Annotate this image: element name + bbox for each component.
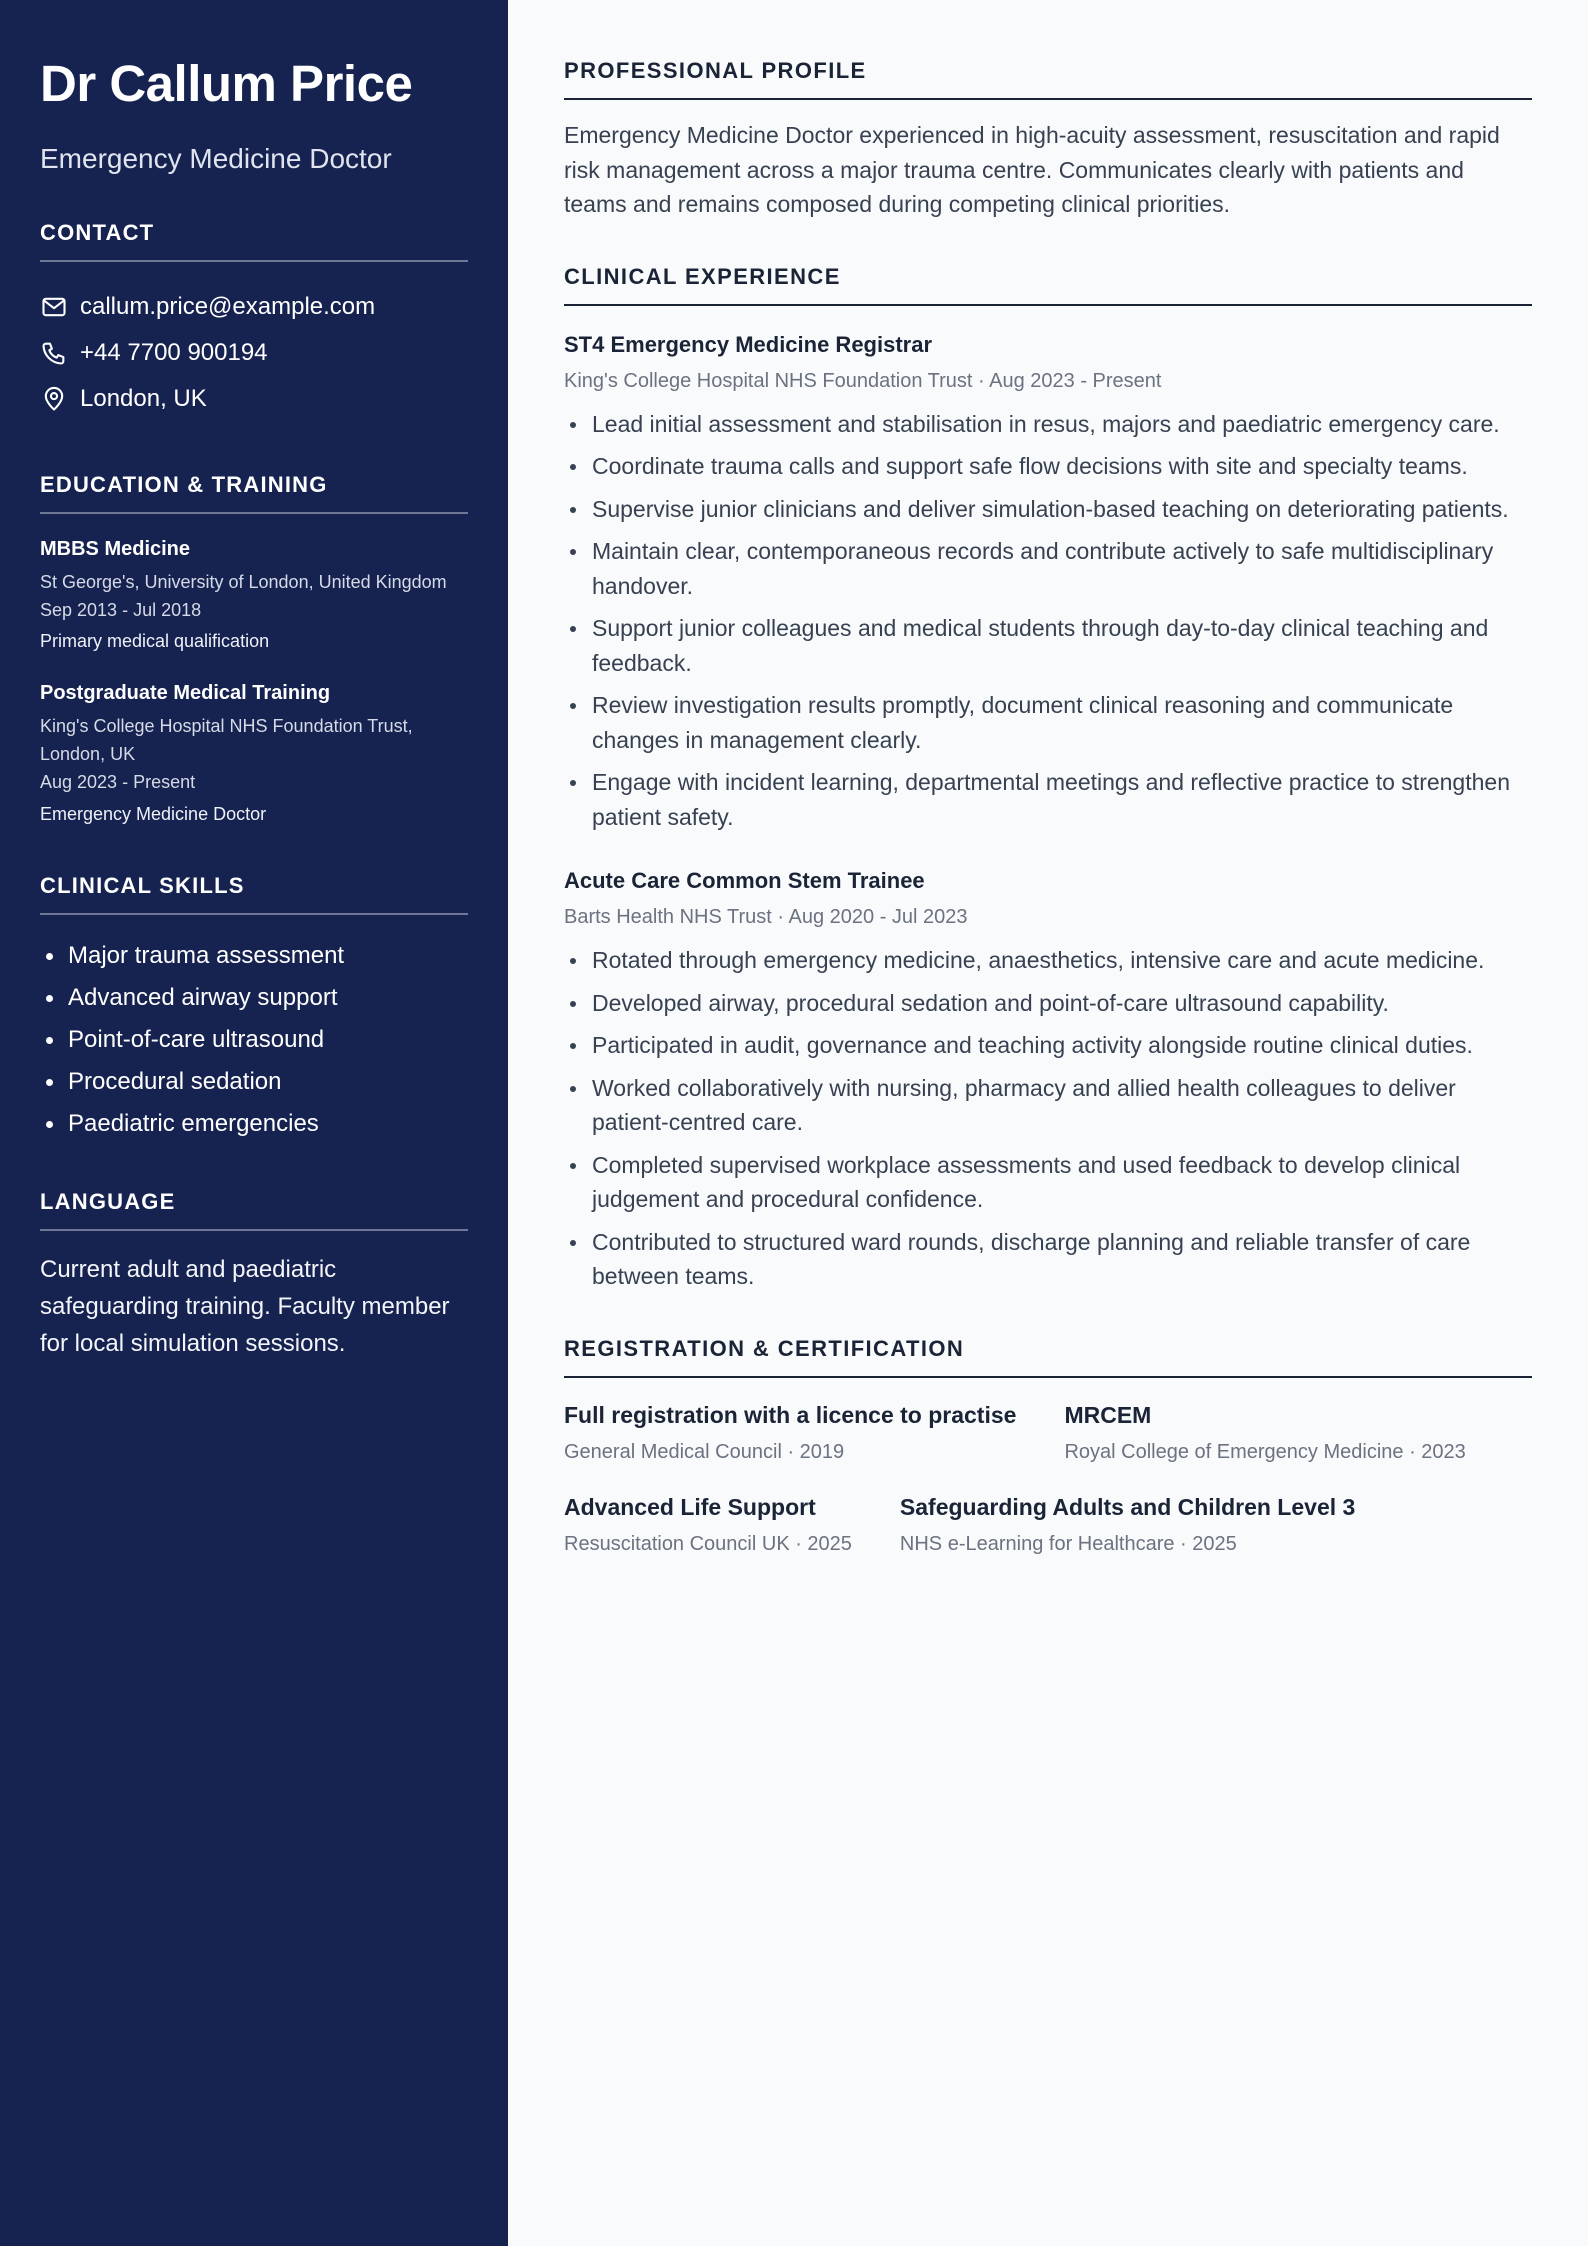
profile-text: Emergency Medicine Doctor experienced in high-acuity assessment, resuscitation and rapid risk management across a major trauma centre. Communicates clearly with patients and teams and remains composed during competing clinical priorities. [564,122,1500,217]
education-dates: Aug 2023 - Present [40,772,196,793]
certification-section [564,1336,1532,1556]
contact-heading: CONTACT [40,220,468,262]
certification-title: Full registration with a licence to practise [564,1401,1017,1428]
job-title: Acute Care Common Stem Trainee [564,868,925,893]
envelope-icon [40,293,68,321]
education-title: MBBS Medicine [40,537,191,560]
skill-item: Advanced airway support [40,977,468,1019]
job-meta: King's College Hospital NHS Foundation Trust · Aug 2023 - Present [564,369,1162,392]
education-institution: King's College Hospital NHS Foundation Trust, London, UK [40,716,413,765]
certification-title: Advanced Life Support [564,1493,816,1520]
skills-heading: CLINICAL SKILLS [40,873,468,915]
job-bullet: Coordinate trauma calls and support safe flow decisions with site and specialty teams. [564,449,1532,484]
main-content [508,0,1588,2246]
certification-meta: Royal College of Emergency Medicine · 2023 [1064,1440,1466,1463]
job-bullets [564,407,1532,835]
skill-item: Paediatric emergencies [40,1103,468,1145]
skill-item: Procedural sedation [40,1061,468,1103]
job-bullet: Lead initial assessment and stabilisation in resus, majors and paediatric emergency care. [564,407,1532,442]
contact-location-text: London, UK [80,384,207,412]
certification-item [900,1494,1355,1556]
skill-item: Major trauma assessment [40,935,468,977]
education-item [40,536,468,657]
certification-item [1064,1402,1465,1464]
job-bullet: Engage with incident learning, departmental meetings and reflective practice to strengthen patient safety. [564,765,1532,834]
job-bullet: Developed airway, procedural sedation and point-of-care ultrasound capability. [564,986,1532,1021]
certification-heading: REGISTRATION & CERTIFICATION [564,1336,1532,1378]
profile-section [564,58,1532,222]
job-bullet: Support junior colleagues and medical students through day-to-day clinical teaching and feedback. [564,611,1532,680]
job-bullet: Contributed to structured ward rounds, discharge planning and reliable transfer of care between teams. [564,1225,1532,1294]
education-note: Primary medical qualification [40,631,270,652]
phone-icon [40,339,68,367]
education-title: Postgraduate Medical Training [40,682,331,705]
language-text: Current adult and paediatric safeguarding training. Faculty member for local simulation sessions. [40,1255,450,1358]
certification-meta: Resuscitation Council UK · 2025 [564,1532,852,1555]
certification-item [564,1494,852,1556]
job-bullet: Maintain clear, contemporaneous records and contribute actively to safe multidisciplinary handover. [564,534,1532,603]
language-section [40,1189,468,1363]
certification-meta: General Medical Council · 2019 [564,1440,845,1463]
certification-item [564,1402,1016,1464]
job-title: ST4 Emergency Medicine Registrar [564,331,933,357]
certification-meta: NHS e-Learning for Healthcare · 2025 [899,1532,1237,1555]
job-bullet: Review investigation results promptly, document clinical reasoning and communicate changes in management clearly. [564,688,1532,757]
contact-email-text: callum.price@example.com [80,292,376,320]
skill-item: Point-of-care ultrasound [40,1019,468,1061]
certification-title: Safeguarding Adults and Children Level 3 [899,1493,1356,1520]
experience-section [564,264,1532,1294]
skills-list [40,935,468,1145]
job-bullet: Supervise junior clinicians and deliver simulation-based teaching on deteriorating patients. [564,492,1532,527]
candidate-role: Emergency Medicine Doctor [40,143,392,175]
experience-heading: CLINICAL EXPERIENCE [564,264,1532,306]
certification-row [564,1402,1532,1464]
contact-email[interactable] [40,284,468,330]
contact-list [40,284,468,422]
job-entry [564,868,1532,1294]
certification-row [564,1494,1532,1556]
job-meta: Barts Health NHS Trust · Aug 2020 - Jul 2023 [564,906,968,928]
job-entry [564,332,1532,835]
contact-section [40,220,468,422]
contact-phone[interactable] [40,330,468,376]
job-bullet: Rotated through emergency medicine, anaesthetics, intensive care and acute medicine. [564,943,1532,978]
job-bullet: Participated in audit, governance and teaching activity alongside routine clinical duties. [564,1028,1532,1063]
education-note: Emergency Medicine Doctor [40,804,267,825]
education-heading: EDUCATION & TRAINING [40,472,468,514]
candidate-name: Dr Callum Price [40,55,413,112]
profile-heading: PROFESSIONAL PROFILE [564,58,1532,100]
education-section [40,472,468,829]
education-dates: Sep 2013 - Jul 2018 [40,599,202,620]
job-bullets [564,943,1532,1294]
education-institution: St George's, University of London, United Kingdom [40,571,447,592]
contact-phone-text: +44 7700 900194 [80,338,268,366]
language-heading: LANGUAGE [40,1189,468,1231]
job-bullet: Completed supervised workplace assessments and used feedback to develop clinical judgement and procedural confidence. [564,1148,1532,1217]
job-bullet: Worked collaboratively with nursing, pharmacy and allied health colleagues to deliver patient-centred care. [564,1071,1532,1140]
contact-location [40,376,468,422]
skills-section [40,873,468,1145]
sidebar [0,0,508,2246]
education-item [40,680,468,829]
certification-title: MRCEM [1064,1401,1152,1428]
location-pin-icon [40,385,68,413]
